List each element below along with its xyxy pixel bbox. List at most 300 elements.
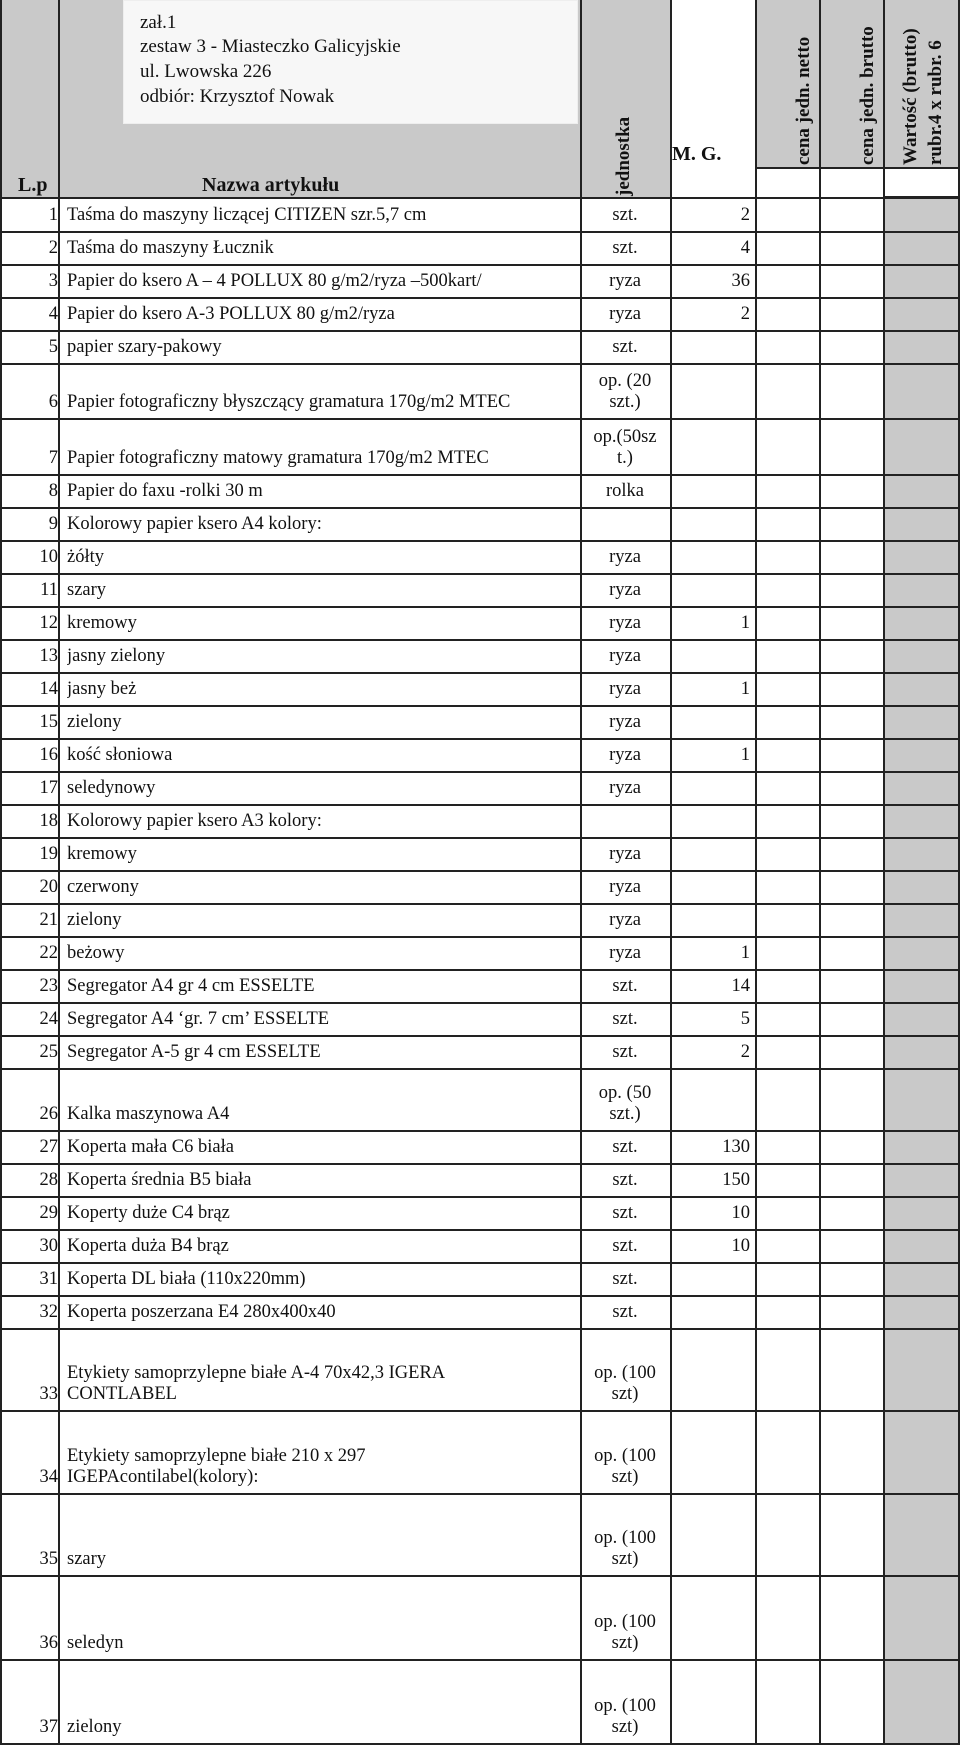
column-rule [670, 0, 672, 1744]
unit-cell-line: ryza [609, 547, 641, 567]
unit-cell [580, 712, 670, 733]
row-number-line: 34 [39, 1467, 58, 1487]
unit-cell [580, 943, 670, 964]
table-row [0, 805, 960, 838]
unit-cell [580, 1083, 670, 1125]
value-cell-shaded [883, 1036, 960, 1069]
row-rule [0, 264, 960, 266]
item-name-line: CONTLABEL [67, 1384, 177, 1404]
row-number-line: 23 [39, 976, 58, 996]
table-row [0, 475, 960, 508]
value-cell-shaded [883, 1230, 960, 1263]
item-name [67, 1137, 577, 1158]
row-rule [0, 738, 960, 740]
row-number-line: 21 [39, 910, 58, 930]
item-name [67, 646, 577, 667]
unit-cell-line: szt) [611, 1633, 639, 1653]
unit-cell-line: szt) [611, 1549, 639, 1569]
quantity-cell-line: 5 [740, 1009, 750, 1029]
item-name [67, 976, 577, 997]
row-number [0, 547, 58, 568]
column-rule [580, 0, 582, 1744]
row-rule [0, 573, 960, 575]
unit-cell [580, 646, 670, 667]
row-number-line: 18 [39, 811, 58, 831]
item-name-line: czerwony [67, 877, 139, 897]
row-rule [0, 1035, 960, 1037]
unit-cell [580, 877, 670, 898]
item-name-line: seledyn [67, 1633, 124, 1653]
table-row [0, 607, 960, 640]
quantity-cell [672, 1009, 750, 1030]
row-number [0, 1042, 58, 1063]
row-number [0, 1717, 58, 1738]
unit-cell [580, 910, 670, 931]
row-rule [755, 167, 960, 169]
row-rule [0, 1229, 960, 1231]
row-rule [0, 1295, 960, 1297]
row-number [0, 679, 58, 700]
quantity-cell-line: 130 [722, 1137, 750, 1157]
row-number-line: 6 [48, 392, 58, 412]
row-number-line: 14 [39, 679, 58, 699]
row-number-line: 25 [39, 1042, 58, 1062]
unit-cell-line: ryza [609, 304, 641, 324]
unit-cell-line: op. (100 [594, 1528, 656, 1548]
item-name [67, 1446, 577, 1488]
row-rule [0, 297, 960, 299]
table-row [0, 508, 960, 541]
unit-cell-line: szt) [611, 1467, 639, 1487]
table-row [0, 1329, 960, 1411]
quantity-cell-line: 2 [740, 304, 750, 324]
row-number-line: 8 [48, 481, 58, 501]
row-number [0, 271, 58, 292]
row-number [0, 1549, 58, 1570]
unit-cell-line: ryza [609, 877, 641, 897]
table-row [0, 1230, 960, 1263]
unit-cell-line: ryza [609, 712, 641, 732]
item-name [67, 1009, 577, 1030]
item-name-line: beżowy [67, 943, 125, 963]
item-name [67, 514, 577, 535]
table-row [0, 1069, 960, 1131]
row-number-line: 7 [48, 448, 58, 468]
row-number-line: 28 [39, 1170, 58, 1190]
item-name-line: zielony [67, 910, 122, 930]
value-cell-shaded [883, 1164, 960, 1197]
item-name-line: Taśma do maszyny Łucznik [67, 238, 274, 258]
unit-cell [580, 1302, 670, 1323]
item-name-line: Koperta mała C6 biała [67, 1137, 234, 1157]
row-number [0, 1467, 58, 1488]
quantity-cell-line: 14 [731, 976, 750, 996]
row-number-line: 15 [39, 712, 58, 732]
quantity-cell [672, 1170, 750, 1191]
value-cell-shaded [883, 198, 960, 232]
item-name-line: IGEPAcontilabel(kolory): [67, 1467, 259, 1487]
lp-header: L.p [18, 174, 48, 196]
row-rule [0, 804, 960, 806]
unit-cell [580, 481, 670, 502]
row-rule [0, 231, 960, 233]
item-name-line: jasny zielony [67, 646, 166, 666]
row-rule [0, 197, 960, 199]
row-number-line: 29 [39, 1203, 58, 1223]
item-name [67, 679, 577, 700]
row-number [0, 613, 58, 634]
unit-cell-line: ryza [609, 271, 641, 291]
row-rule [0, 1002, 960, 1004]
row-number-line: 17 [39, 778, 58, 798]
item-name [67, 271, 577, 292]
row-number-line: 22 [39, 943, 58, 963]
item-name-line: Segregator A4 ‘gr. 7 cm’ ESSELTE [67, 1009, 330, 1029]
row-rule [0, 672, 960, 674]
item-name [67, 580, 577, 601]
unit-cell-line: szt. [612, 1203, 638, 1223]
unit-cell [580, 1612, 670, 1654]
quantity-cell-line: 1 [740, 745, 750, 765]
value-cell-shaded [883, 1576, 960, 1660]
row-rule [0, 1659, 960, 1661]
row-number [0, 392, 58, 413]
item-name-line: Segregator A-5 gr 4 cm ESSELTE [67, 1042, 321, 1062]
quantity-cell-line: 10 [731, 1236, 750, 1256]
value-header-line1: Wartość (brutto) [900, 28, 921, 165]
value-cell-shaded [883, 331, 960, 364]
unit-cell [580, 371, 670, 413]
item-name-line: Kolorowy papier ksero A3 kolory: [67, 811, 322, 831]
table-row [0, 1263, 960, 1296]
row-number [0, 238, 58, 259]
row-number [0, 712, 58, 733]
item-name-line: kremowy [67, 844, 137, 864]
value-cell-shaded [883, 1003, 960, 1036]
unit-cell [580, 1236, 670, 1257]
item-name-line: jasny beż [67, 679, 137, 699]
row-rule [0, 639, 960, 641]
item-name-line: Koperta duża B4 brąz [67, 1236, 229, 1256]
value-cell-shaded [883, 1660, 960, 1744]
value-cell-shaded [883, 508, 960, 541]
row-number [0, 580, 58, 601]
item-name-line: Papier do faxu -rolki 30 m [67, 481, 263, 501]
item-name-line: Koperta DL biała (110x220mm) [67, 1269, 306, 1289]
row-rule [0, 606, 960, 608]
table-row [0, 1197, 960, 1230]
row-number-line: 5 [48, 337, 58, 357]
row-rule [0, 1163, 960, 1165]
row-number-line: 36 [39, 1633, 58, 1653]
unit-header: jednostka [613, 116, 634, 196]
quantity-cell [672, 304, 750, 325]
item-name-line: Etykiety samoprzylepne białe A-4 70x42,3 IGERA [67, 1363, 446, 1383]
row-number [0, 1009, 58, 1030]
unit-cell [580, 1042, 670, 1063]
row-rule [0, 507, 960, 509]
row-number-line: 9 [48, 514, 58, 534]
table-row [0, 265, 960, 298]
row-number [0, 811, 58, 832]
quantity-cell-line: 36 [731, 271, 750, 291]
row-number-line: 35 [39, 1549, 58, 1569]
item-name-line: żółty [67, 547, 104, 567]
value-cell-shaded [883, 1329, 960, 1411]
value-header-line2: rubr.4 x rubr. 6 [925, 40, 946, 165]
quantity-cell [672, 943, 750, 964]
table-row [0, 574, 960, 607]
unit-cell-line: szt. [612, 1269, 638, 1289]
item-name [67, 613, 577, 634]
item-name [67, 337, 577, 358]
table-row [0, 904, 960, 937]
set-name: zestaw 3 - Miasteczko Galicyjskie [140, 36, 401, 57]
value-cell-shaded [883, 904, 960, 937]
row-rule [0, 969, 960, 971]
row-rule [0, 837, 960, 839]
row-number [0, 910, 58, 931]
unit-cell-line: ryza [609, 844, 641, 864]
value-cell-shaded [883, 970, 960, 1003]
value-cell-shaded [883, 298, 960, 331]
unit-cell-line: szt. [612, 1302, 638, 1322]
quantity-cell-line: 1 [740, 613, 750, 633]
unit-cell-line: szt. [612, 205, 638, 225]
quantity-cell [672, 745, 750, 766]
value-cell-shaded [883, 1263, 960, 1296]
row-number-line: 20 [39, 877, 58, 897]
value-cell-shaded [883, 1131, 960, 1164]
unit-cell-line: ryza [609, 580, 641, 600]
item-name-line: Koperty duże C4 brąz [67, 1203, 230, 1223]
unit-cell-line: szt. [612, 238, 638, 258]
quantity-cell [672, 1042, 750, 1063]
row-number [0, 205, 58, 226]
row-number [0, 1137, 58, 1158]
row-rule [0, 870, 960, 872]
table-row [0, 1164, 960, 1197]
unit-cell [580, 238, 670, 259]
row-number-line: 10 [39, 547, 58, 567]
table-row [0, 298, 960, 331]
table-row [0, 673, 960, 706]
value-cell-shaded [883, 673, 960, 706]
quantity-cell-line: 1 [740, 943, 750, 963]
unit-cell-line: rolka [605, 481, 644, 501]
unit-cell [580, 1363, 670, 1405]
column-rule [0, 0, 2, 1744]
table-row [0, 871, 960, 904]
table-row [0, 838, 960, 871]
row-number [0, 844, 58, 865]
row-number [0, 778, 58, 799]
unit-cell [580, 844, 670, 865]
quantity-cell-line: 2 [740, 1042, 750, 1062]
row-number [0, 877, 58, 898]
name-header: Nazwa artykułu [202, 174, 340, 196]
unit-cell-line: szt) [611, 1384, 639, 1404]
item-name [67, 712, 577, 733]
quantity-cell [672, 205, 750, 226]
row-number-line: 1 [48, 205, 58, 225]
quantity-cell [672, 1137, 750, 1158]
row-rule [0, 1068, 960, 1070]
row-number-line: 33 [39, 1384, 58, 1404]
row-number-line: 31 [39, 1269, 58, 1289]
street-address: ul. Lwowska 226 [140, 61, 272, 82]
value-cell-shaded [883, 805, 960, 838]
item-name [67, 547, 577, 568]
value-cell-shaded [883, 419, 960, 475]
unit-cell-line: szt. [612, 1137, 638, 1157]
row-rule [0, 540, 960, 542]
row-rule [0, 363, 960, 365]
unit-cell-line: szt. [612, 1009, 638, 1029]
unit-cell-line: szt) [611, 1717, 639, 1737]
row-number-line: 32 [39, 1302, 58, 1322]
address-box [123, 0, 578, 124]
row-number [0, 943, 58, 964]
unit-cell [580, 745, 670, 766]
value-cell-shaded [883, 364, 960, 419]
value-cell-shaded [883, 1411, 960, 1494]
unit-cell-line: szt. [612, 337, 638, 357]
item-name [67, 1717, 577, 1738]
unit-cell [580, 547, 670, 568]
table-row [0, 541, 960, 574]
table-row [0, 1494, 960, 1576]
item-name [67, 877, 577, 898]
value-cell-shaded [883, 1197, 960, 1230]
row-rule [0, 936, 960, 938]
item-name-line: szary [67, 580, 107, 600]
item-name-line: Papier fotograficzny błyszczący gramatura 170g/m2 MTEC [67, 392, 511, 412]
item-name [67, 943, 577, 964]
quantity-cell [672, 238, 750, 259]
value-cell-shaded [883, 1296, 960, 1329]
unit-cell-line: ryza [609, 679, 641, 699]
quantity-cell [672, 1203, 750, 1224]
value-cell-shaded [883, 871, 960, 904]
value-cell-shaded [883, 475, 960, 508]
table-row [0, 1411, 960, 1494]
item-name-line: Papier do ksero A – 4 POLLUX 80 g/m2/ryza –500kart/ [67, 271, 482, 291]
table-row [0, 419, 960, 475]
item-name-line: kremowy [67, 613, 137, 633]
value-cell-shaded [883, 640, 960, 673]
unit-cell [580, 778, 670, 799]
item-name [67, 1236, 577, 1257]
column-rule [883, 0, 885, 1744]
row-number [0, 1104, 58, 1125]
value-cell-shaded [883, 739, 960, 772]
unit-cell-line: szt.) [609, 1104, 641, 1124]
value-cell-shaded [883, 265, 960, 298]
table-row [0, 1131, 960, 1164]
item-name [67, 1042, 577, 1063]
table-row [0, 1296, 960, 1329]
unit-cell-line: szt. [612, 1042, 638, 1062]
row-number [0, 646, 58, 667]
quantity-cell-line: 10 [731, 1203, 750, 1223]
unit-cell-line: ryza [609, 646, 641, 666]
item-name [67, 448, 577, 469]
unit-cell [580, 976, 670, 997]
item-name [67, 1269, 577, 1290]
row-rule [0, 1328, 960, 1330]
item-name [67, 304, 577, 325]
unit-cell-line: op. (50 [598, 1083, 652, 1103]
quantity-cell [672, 679, 750, 700]
unit-cell-line: op. (100 [594, 1612, 656, 1632]
row-number-line: 19 [39, 844, 58, 864]
row-number-line: 30 [39, 1236, 58, 1256]
row-number-line: 24 [39, 1009, 58, 1029]
unit-cell [580, 613, 670, 634]
unit-cell [580, 679, 670, 700]
table-row [0, 331, 960, 364]
unit-cell-line: szt.) [609, 392, 641, 412]
table-row [0, 937, 960, 970]
unit-cell [580, 1528, 670, 1570]
quantity-cell-line: 150 [722, 1170, 750, 1190]
row-number [0, 1269, 58, 1290]
item-name-line: szary [67, 1549, 107, 1569]
item-name [67, 745, 577, 766]
unit-cell-line: ryza [609, 745, 641, 765]
item-name [67, 205, 577, 226]
row-rule [0, 1410, 960, 1412]
item-name [67, 1633, 577, 1654]
quantity-cell [672, 976, 750, 997]
row-number-line: 12 [39, 613, 58, 633]
unit-cell-line: ryza [609, 943, 641, 963]
table-row [0, 640, 960, 673]
annex-label: zał.1 [140, 12, 177, 33]
unit-cell [580, 1696, 670, 1738]
unit-cell-line: ryza [609, 613, 641, 633]
unit-cell-line: op. (100 [594, 1446, 656, 1466]
row-number-line: 11 [40, 580, 58, 600]
unit-cell [580, 1170, 670, 1191]
row-rule [0, 474, 960, 476]
unit-cell [580, 1203, 670, 1224]
unit-cell [580, 205, 670, 226]
row-rule [0, 1575, 960, 1577]
unit-cell-line: op. (100 [594, 1363, 656, 1383]
net-price-header: cena jedn. netto [793, 36, 814, 165]
item-name-line: Segregator A4 gr 4 cm ESSELTE [67, 976, 315, 996]
unit-cell-line: szt. [612, 1170, 638, 1190]
row-number-line: 27 [39, 1137, 58, 1157]
item-name [67, 811, 577, 832]
quantity-cell [672, 271, 750, 292]
value-cell-shaded [883, 772, 960, 805]
unit-cell-line: szt. [612, 976, 638, 996]
row-number-line: 2 [48, 238, 58, 258]
table-row [0, 706, 960, 739]
quantity-cell-line: 2 [740, 205, 750, 225]
unit-cell [580, 337, 670, 358]
unit-cell-line: ryza [609, 910, 641, 930]
item-name [67, 1104, 577, 1125]
item-name-line: Kolorowy papier ksero A4 kolory: [67, 514, 322, 534]
row-rule [0, 1493, 960, 1495]
item-name-line: kość słoniowa [67, 745, 173, 765]
row-number-line: 16 [39, 745, 58, 765]
unit-cell [580, 304, 670, 325]
